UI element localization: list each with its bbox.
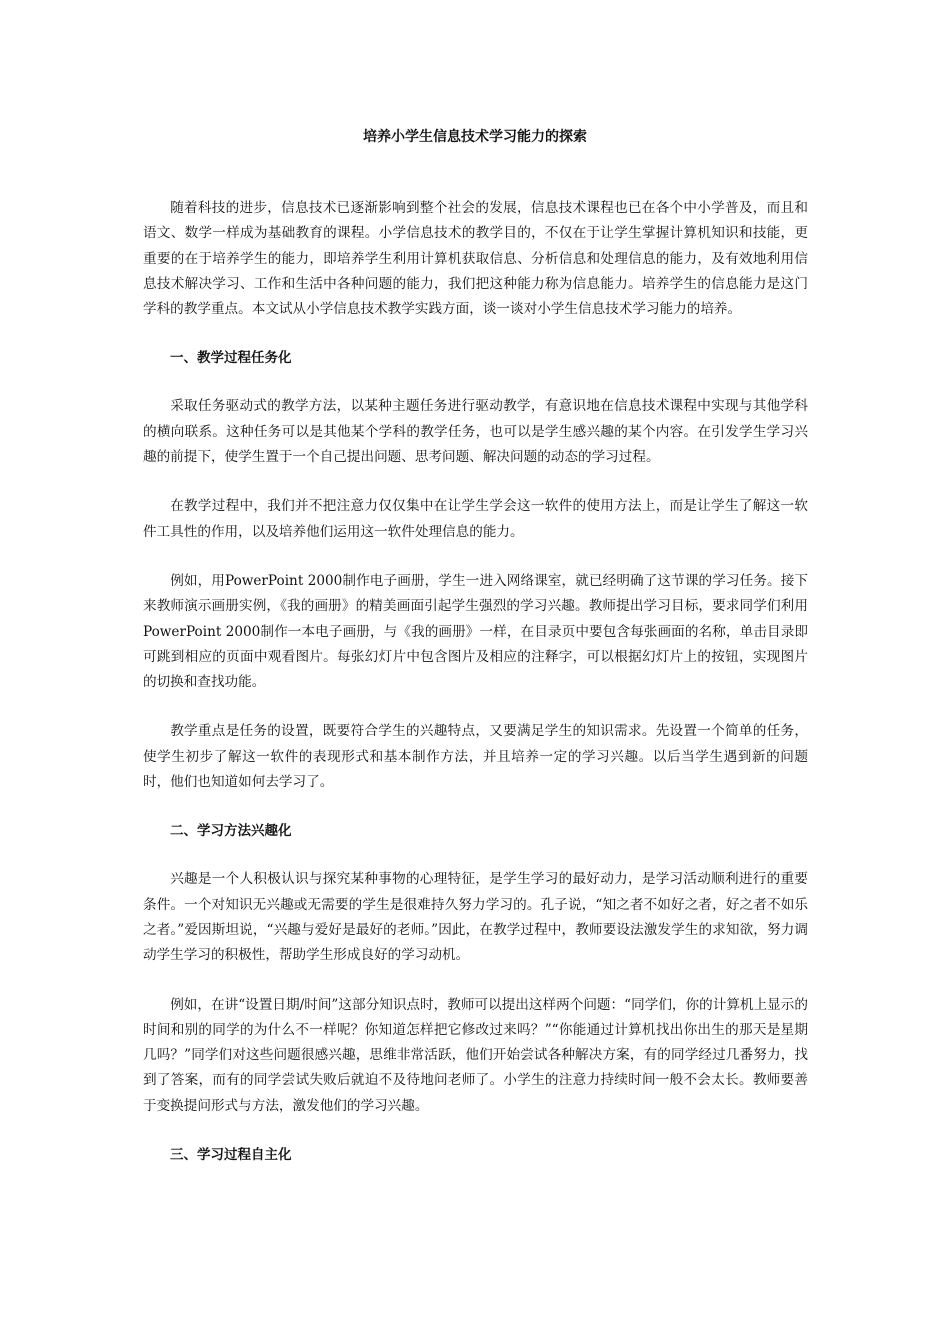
section-heading-1: 一、教学过程任务化 xyxy=(170,350,292,367)
document-body xyxy=(143,196,808,1191)
paragraph-task-setting: 教学重点是任务的设置，既要符合学生的兴趣特点，又要满足学生的知识需求。先设置一个简单的任务，使学生初步了解这一软件的表现形式和基本制作方法，并且培养一定的学习兴趣。以后当学生遇到新的问题时，他们也知道如何去学习了。 xyxy=(143,723,808,791)
paragraph-interest: 兴趣是一个人积极认识与探究某种事物的心理特征，是学生学习的最好动力，是学习活动顺利进行的重要条件。一个对知识无兴趣或无需要的学生是很难持久努力学习的。孔子说，“知之者不如好之者，好之者不如乐之者。”爱因斯坦说，“兴趣与爱好是最好的老师。”因此，在教学过程中，教师要设法激发学生的求知欲，努力调动学生学习的积极性，帮助学生形成良好的学习动机。 xyxy=(143,871,808,964)
section-heading-2: 二、学习方法兴趣化 xyxy=(170,823,292,840)
paragraph-datetime-example: 例如，在讲“设置日期/时间”这部分知识点时，教师可以提出这样两个问题：“同学们，你的计算机上显示的时间和别的同学的为什么不一样呢？你知道怎样把它修改过来吗？”“你能通过计算机找出你出生的那天是星期几吗？”同学们对这些问题很感兴趣，思维非常活跃，他们开始尝试各种解决方案，有的同学经过几番努力，找到了答案，而有的同学尝试失败后就迫不及待地问老师了。小学生的注意力持续时间一般不会太长。教师要善于变换提问形式与方法，激发他们的学习兴趣。 xyxy=(143,996,808,1114)
paragraph-teaching-process: 在教学过程中，我们并不把注意力仅仅集中在让学生学会这一软件的使用方法上，而是让学生了解这一软件工具性的作用，以及培养他们运用这一软件处理信息的能力。 xyxy=(143,498,808,540)
section-heading-3: 三、学习过程自主化 xyxy=(170,1147,292,1164)
paragraph-powerpoint-example: 例如，用PowerPoint 2000制作电子画册，学生一进入网络课室，就已经明确了这节课的学习任务。接下来教师演示画册实例，《我的画册》的精美画面引起学生强烈的学习兴趣。教师提出学习目标，要求同学们利用PowerPoint 2000制作一本电子画册，与《我的画册》一样，在目录页中要包含每张画面的名称，单击目录即可跳到相应的页面中观看图片。每张幻灯片中包含图片及相应的注释字，可以根据幻灯片上的按钮，实现图片的切换和查找功能。 xyxy=(143,572,808,691)
paragraph-intro: 随着科技的进步，信息技术已逐渐影响到整个社会的发展，信息技术课程也已在各个中小学普及，而且和语文、数学一样成为基础教育的课程。小学信息技术的教学目的，不仅在于让学生掌握计算机知识和技能，更重要的在于培养学生的能力，即培养学生利用计算机获取信息、分析信息和处理信息的能力，及有效地利用信息技术解决学习、工作和生活中各种问题的能力，我们把这种能力称为信息能力。培养学生的信息能力是这门学科的教学重点。本文试从小学信息技术教学实践方面，谈一谈对小学生信息技术学习能力的培养。 xyxy=(143,200,808,318)
paragraph-task-driven: 采取任务驱动式的教学方法，以某种主题任务进行驱动教学，有意识地在信息技术课程中实现与其他学科的横向联系。这种任务可以是其他某个学科的教学任务，也可以是学生感兴趣的某个内容。在引发学生学习兴趣的前提下，使学生置于一个自己提出问题、思考问题、解决问题的动态的学习过程。 xyxy=(143,398,808,466)
document-title: 培养小学生信息技术学习能力的探索 xyxy=(363,129,587,145)
